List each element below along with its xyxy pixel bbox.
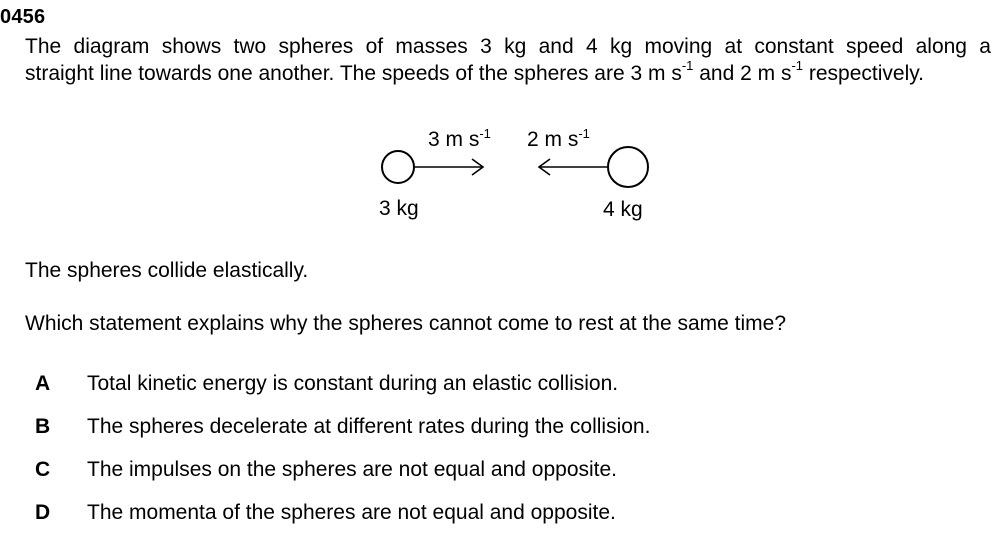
option-text: The impulses on the spheres are not equal and opposite. [87,458,618,481]
diagram-drawing [0,0,1001,260]
option-text: The spheres decelerate at different rates during the collision. [87,415,651,438]
option-letter: D [35,501,51,524]
option-letter: A [35,372,51,395]
sphere-right [608,147,648,187]
collision-diagram [0,0,1001,260]
question-prompt: Which statement explains why the spheres cannot come to rest at the same time? [25,312,787,335]
stem-line-2-part-1: straight line towards one another. The speeds of the spheres are 3 m s [25,62,682,85]
stem-line-2-part-3: respectively. [803,62,925,85]
option-letter: B [35,415,51,438]
right-speed-label: 2 m $s^{-1}$ [527,126,590,151]
right-arrow [414,159,483,175]
question-number: 0456 [0,6,46,28]
option-text: The momenta of the spheres are not equal and opposite. [87,501,616,524]
collision-statement: The spheres collide elastically. [25,259,309,282]
right-mass-label: 4 kg [603,198,643,221]
unit-exponent: -1 [791,58,804,73]
option-letter: C [35,458,51,481]
stem-line-2-part-2: and 2 m s [693,62,792,85]
left-speed-label: 3 m $s^{-1}$ [428,126,491,151]
stem-line-1: The diagram shows two spheres of masses 3 kg and 4 kg moving at constant speed along a [25,35,991,58]
unit-exponent: -1 [681,58,694,73]
option-text: Total kinetic energy is constant during an elastic collision. [87,372,619,395]
left-mass-label: 3 kg [379,197,419,220]
left-arrow [539,159,608,175]
sphere-left [382,151,414,183]
